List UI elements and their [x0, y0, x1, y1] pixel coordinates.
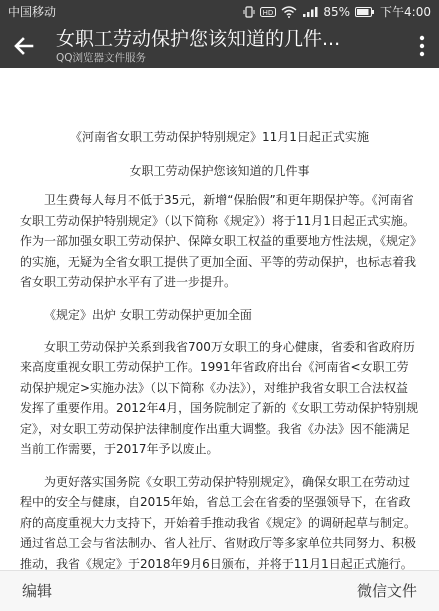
- battery-icon: [355, 6, 375, 18]
- status-indicators: [243, 0, 431, 24]
- document-page: [20, 128, 419, 570]
- doc-title: 女职工劳动保护您该知道的几件事: [129, 164, 310, 178]
- document-source: QQ浏览器文件服务: [56, 52, 147, 64]
- hd-icon: [260, 6, 276, 18]
- back-arrow-icon[interactable]: [10, 32, 38, 60]
- bottom-bar: [0, 570, 439, 611]
- status-bar: [0, 0, 439, 24]
- battery-percent: 85%: [323, 5, 351, 19]
- paragraph: 为更好落实国务院《女职工劳动保护特别规定》，确保女职工在劳动过程中的安全与健康，自2015年始，省总工会在省委的坚强领导下，在省政府的高度重视大力支持下，开始着手推动我省《规定》的调研起草与制定。通过省总工会与省法制办、省人社厅、省财政厅等多家单位共同努力、积极推动，我省《规定》于2018年9月6日颁布，并将于11月1日起正式施行。: [20, 474, 417, 570]
- paragraph: 女职工劳动保护关系到我省700万女职工的身心健康，省委和省政府历来高度重视女职工劳动保护工作。1991年省政府出台《河南省<女职工劳动保护规定>实施办法》（以下简称《办法》），对维护我省女职工合法权益发挥了重要作用。2012年4月，国务院制定了新的《女职工劳动保护特别规定》，对女职工劳动保护法律制度作出重大调整。我省《办法》因不能满足当前工作需要，于2017年予以废止。: [20, 339, 419, 456]
- app-bar: [0, 24, 439, 68]
- document-viewer[interactable]: [0, 68, 439, 570]
- vibrate-icon: [243, 6, 255, 18]
- more-vert-icon[interactable]: [417, 34, 427, 58]
- wifi-icon: [281, 6, 297, 18]
- clock-label: 下午4:00: [380, 5, 431, 19]
- wechat-file-button[interactable]: 微信文件: [356, 582, 417, 600]
- paragraph: 卫生费每人每月不低于35元，新增“保胎假”和更年期保护等。《河南省女职工劳动保护特别规定》（以下简称《规定》）将于11月1日起正式实施。作为一部加强女职工劳动保护、保障女职工权益的重要地方性法规，《规定》的实施，无疑为全省女职工提供了更加全面、平等的劳动保护，也标志着我省女职工劳动保护水平有了进一步提升。: [20, 193, 417, 289]
- document-title: 女职工劳动保护您该知道的几件...: [56, 28, 341, 50]
- doc-heading: 《河南省女职工劳动保护特别规定》11月1日起正式实施: [70, 130, 369, 144]
- svg-text:HD: HD: [263, 9, 274, 17]
- section-heading: 《规定》出炉 女职工劳动保护更加全面: [44, 307, 252, 322]
- signal-icon: [302, 6, 318, 18]
- edit-button[interactable]: 编辑: [22, 582, 53, 600]
- carrier-label: 中国移动: [8, 5, 57, 19]
